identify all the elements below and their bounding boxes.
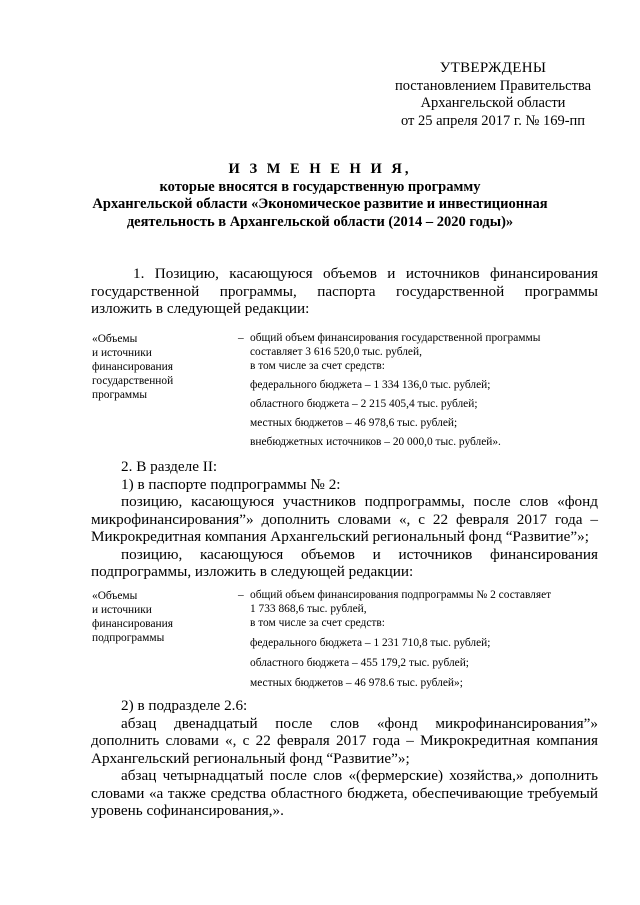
label-line: «Объемы [92, 590, 138, 602]
approval-line-1: постановлением Правительства [394, 77, 592, 94]
item-2-line-7: подпрограммы, изложить в следующей редакции: [91, 563, 414, 580]
item-2-line-4: микрофинансирования”» дополнить словами «, с 22 февраля 2017 года – [91, 510, 598, 528]
value-line: внебюджетных источников – 20 000,0 тыс. рублей». [250, 436, 501, 448]
label-line: программы [92, 389, 147, 401]
value-line: в том числе за счет средств: [250, 360, 385, 372]
value-line: федерального бюджета – 1 334 136,0 тыс. рублей; [250, 379, 491, 391]
value-line: областного бюджета – 2 215 405,4 тыс. рублей; [250, 398, 478, 410]
item-2-line-2: 1) в паспорте подпрограммы № 2: [121, 475, 341, 493]
item-3-line-7: уровень софинансирования,». [91, 802, 284, 819]
item-3-line-1: 2) в подразделе 2.6: [121, 697, 248, 714]
value-line: составляет 3 616 520,0 тыс. рублей, [250, 346, 422, 358]
financing-dash: – [238, 589, 244, 601]
label-line: и источники [92, 347, 152, 359]
item-2-line-1: 2. В разделе II: [121, 458, 218, 475]
item-3-line-3: дополнить словами «, с 22 февраля 2017 года – Микрокредитная компания [91, 732, 598, 749]
item-1-paragraph [91, 265, 598, 318]
financing-label-subprogram [92, 589, 222, 645]
value-line: общий объем финансирования подпрограммы № 2 составляет [250, 589, 552, 601]
approval-line-3: от 25 апреля 2017 г. № 169-пп [400, 112, 586, 129]
approval-line-2: Архангельской области [420, 95, 566, 111]
financing-label-program [92, 332, 222, 402]
heading-line-2: Архангельской области «Экономическое развитие и инвестиционная [92, 196, 548, 212]
item-1-line-3: изложить в следующей редакции: [91, 300, 310, 317]
item-2-line-5: Микрокредитная компания Архангельский региональный фонд “Развитие”»; [91, 528, 589, 545]
financing-dash: – [238, 332, 244, 344]
item-3-paragraph [91, 697, 598, 820]
heading-line-1: которые вносятся в государственную программу [159, 178, 481, 195]
value-line: общий объем финансирования государственной программы [250, 332, 541, 344]
document-heading [40, 161, 600, 231]
financing-table-program [92, 332, 600, 452]
financing-table-subprogram [92, 589, 600, 693]
approval-stamp [388, 60, 598, 130]
item-3-line-2: абзац двенадцатый после слов «фонд микрофинансирования”» [121, 714, 598, 732]
value-line: 1 733 868,6 тыс. рублей, [250, 603, 367, 615]
value-line: местных бюджетов – 46 978,6 тыс. рублей; [250, 417, 458, 429]
value-line: местных бюджетов – 46 978.6 тыс. рублей»; [250, 677, 463, 689]
label-line: и источники [92, 604, 152, 616]
label-line: подпрограммы [92, 632, 165, 644]
item-3-line-4: Архангельский региональный фонд “Развитие”»; [91, 749, 410, 767]
item-2-line-6: позицию, касающуюся объемов и источников финансирования [121, 545, 598, 563]
item-3-line-5: абзац четырнадцатый после слов «(фермерские) хозяйства,» дополнить [121, 767, 598, 784]
item-1-line-1: 1. Позицию, касающуюся объемов и источников финансирования [133, 265, 598, 282]
item-2-paragraph [91, 458, 598, 581]
approval-title: УТВЕРЖДЕНЫ [439, 60, 547, 76]
heading-title: И З М Е Н Е Н И Я, [228, 161, 412, 177]
value-line: федерального бюджета – 1 231 710,8 тыс. рублей; [250, 637, 491, 649]
label-line: «Объемы [92, 333, 138, 345]
label-line: финансирования [92, 618, 173, 630]
value-line: в том числе за счет средств: [250, 617, 385, 629]
label-line: государственной [92, 375, 174, 387]
item-3-line-6: словами «а также средства областного бюджета, обеспечивающие требуемый [91, 784, 598, 802]
item-1-line-2: государственной программы, паспорта государственной программы [91, 282, 598, 300]
item-2-line-3: позицию, касающуюся участников подпрограммы, после слов «фонд [121, 493, 598, 510]
heading-line-3: деятельность в Архангельской области (2014 – 2020 годы)» [126, 213, 514, 230]
label-line: финансирования [92, 361, 173, 373]
value-line: областного бюджета – 455 179,2 тыс. рублей; [250, 657, 469, 669]
